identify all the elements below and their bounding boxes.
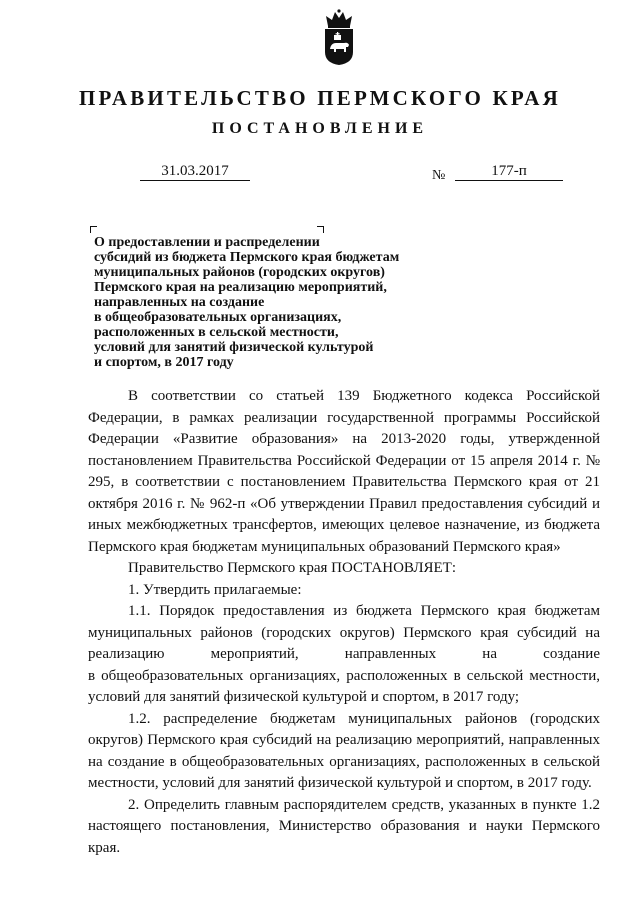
subject-corner-left [90,226,97,233]
body-paragraph-item-1-1: 1.1. Порядок предоставления из бюджета Пермского края бюджетам муниципальных районов (городских округов) Пермского края субсидий на реализацию мероприятий, направленных на создание [88,603,600,662]
perm-krai-coat-of-arms-icon [322,8,356,66]
subject-line: условий для занятий физической культурой [94,340,374,355]
document-subject [94,235,494,370]
subject-line: субсидий из бюджета Пермского края бюджетам [94,250,400,265]
subject-line: расположенных в сельской местности, [94,325,339,340]
document-date: 31.03.2017 [140,162,250,181]
subject-line: Пермского края на реализацию мероприятий, [94,280,387,295]
body-paragraph-item-1-2: 1.2. распределение бюджетам муниципальных районов (городских округов) Пермского края субсидий на реализацию мероприятий, направленных на создание в общеобразовательных организациях, расположенных в сельской местности, условий для занятий физической культурой и спортом, в 2017 году. [88,710,600,791]
body-paragraph-item-1: 1. Утвердить прилагаемые: [128,581,302,598]
subject-line: и спортом, в 2017 году [94,355,234,370]
body-paragraph-item-1-1-cont: в общеобразовательных организациях, расположенных в сельской местности, условий для занятий физической культурой и спортом, в 2017 году; [88,667,600,705]
government-title: ПРАВИТЕЛЬСТВО ПЕРМСКОГО КРАЯ [78,86,561,110]
subject-corner-right [317,226,324,233]
document-number: 177-п [455,162,563,181]
body-paragraph-item-2: 2. Определить главным распорядителем средств, указанных в пункте 1.2 настоящего постановления, Министерство образования и науки Пермского края. [88,796,600,856]
subject-line: муниципальных районов (городских округов) [94,265,385,280]
body-paragraph-resolves: Правительство Пермского края ПОСТАНОВЛЯЕТ: [128,560,457,576]
subject-line: направленных на создание [94,295,265,310]
subject-line: О предоставлении и распределении [94,235,320,250]
document-body [88,386,600,859]
subject-line: в общеобразовательных организациях, [94,310,342,325]
document-type: ПОСТАНОВЛЕНИЕ [211,120,429,137]
body-paragraph-preamble: В соответствии со статьей 139 Бюджетного кодекса Российской Федерации, в рамках реализации государственной программы Российской Федерации «Развитие образования» на 2013-2020 годы, утвержденной постановлением Правительства Российской Федерации от 15 апреля 2014 г. № 295, в соответствии с постановлением Правительства Пермского края от 21 октября 2016 г. № 962-п «Об утверждении Правил предоставления субсидий и иных межбюджетных трансфертов, имеющих целевое назначение, из бюджета Пермского края бюджетам муниципальных образований Пермского края» [88,388,600,555]
number-prefix: № [432,168,446,183]
